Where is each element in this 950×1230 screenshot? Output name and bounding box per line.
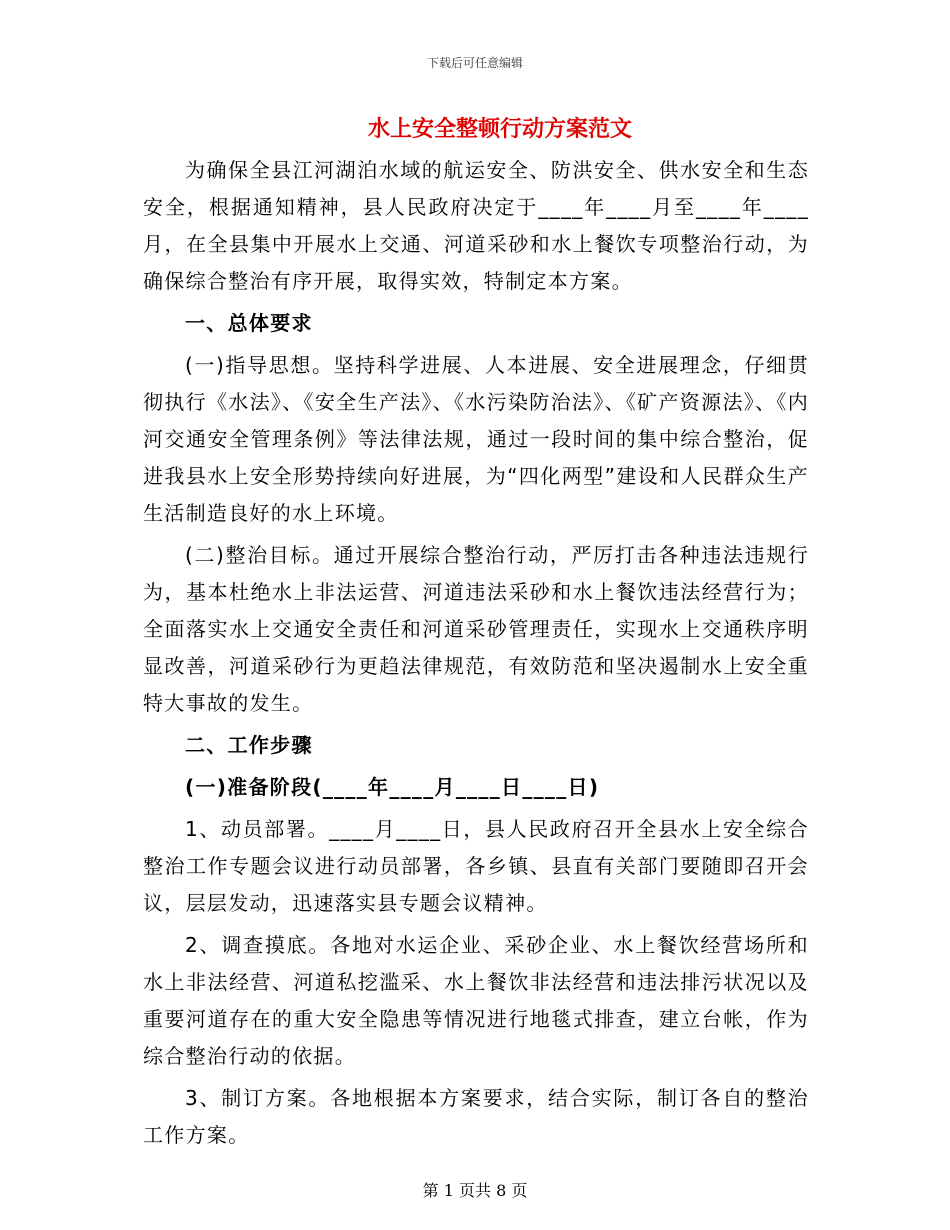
paragraph-mobilization: 1、动员部署。____月____日，县人民政府召开全县水上安全综合整治工作专题会议进行动员部署，各乡镇、县直有关部门要随即召开会议，层层发动，迅速落实县专题会议精神。 (143, 817, 809, 915)
paragraph-rectification-goals: (二)整治目标。通过开展综合整治行动，严厉打击各种违法违规行为，基本杜绝水上非法运营、河道违法采砂和水上餐饮违法经营行为；全面落实水上交通安全责任和河道采砂管理责任，实现水上交通秩序明显改善，河道采砂行为更趋法律规范，有效防范和坚决遏制水上安全重特大事故的发生。 (143, 543, 809, 715)
paragraph-plan-drafting: 3、制订方案。各地根据本方案要求，结合实际，制订各自的整治工作方案。 (143, 1086, 809, 1147)
subheading-preparation-stage: (一)准备阶段(____年____月____日____日) (185, 775, 600, 799)
document-title: 水上安全整顿行动方案范文 (367, 117, 632, 142)
page-header-note: 下载后可任意编辑 (426, 56, 523, 70)
section-heading-work-steps: 二、工作步骤 (185, 733, 313, 757)
page-number-indicator: 第 1 页共 8 页 (422, 1181, 528, 1200)
section-heading-overall-requirements: 一、总体要求 (185, 311, 313, 335)
paragraph-guiding-ideology: (一)指导思想。坚持科学进展、人本进展、安全进展理念，仔细贯彻执行《水法》、《安全生产法》、《水污染防治法》、《矿产资源法》、《内河交通安全管理条例》等法律法规，通过一段时间的集中综合整治，促进我县水上安全形势持续向好进展，为“四化两型”建设和人民群众生产生活制造良好的水上环境。 (143, 353, 809, 525)
intro-paragraph: 为确保全县江河湖泊水域的航运安全、防洪安全、供水安全和生态安全，根据通知精神，县人民政府决定于____年____月至____年____月，在全县集中开展水上交通、河道采砂和水上餐饮专项整治行动，为确保综合整治有序开展，取得实效，特制定本方案。 (143, 158, 809, 293)
document-body (143, 112, 809, 1159)
paragraph-survey: 2、调查摸底。各地对水运企业、采砂企业、水上餐饮经营场所和水上非法经营、河道私挖滥采、水上餐饮非法经营和违法排污状况以及重要河道存在的重大安全隐患等情况进行地毯式排查，建立台帐，作为综合整治行动的依据。 (143, 933, 809, 1068)
